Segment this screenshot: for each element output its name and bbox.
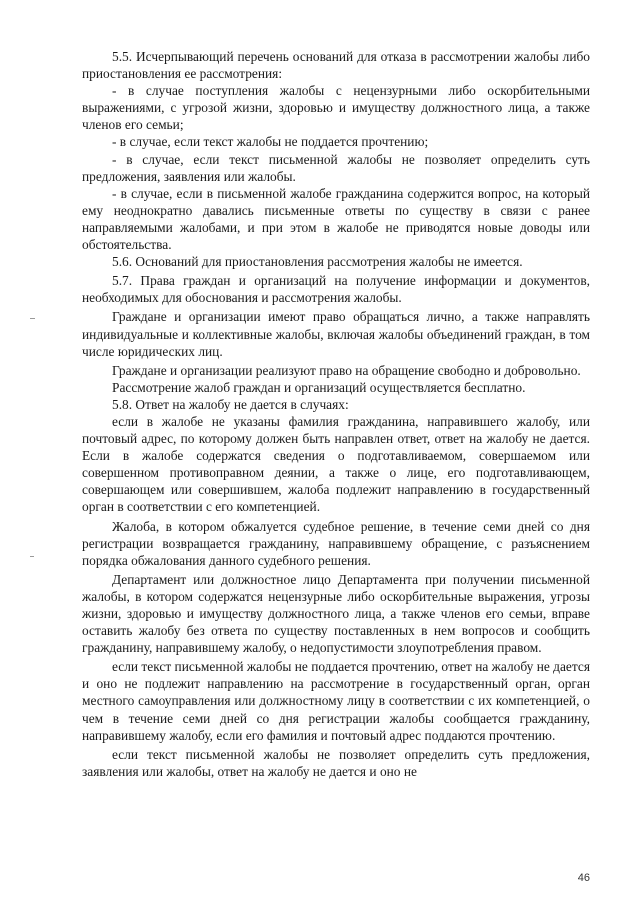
paragraph-bullet-repeated: - в случае, если в письменной жалобе гражданина содержится вопрос, на который ему неоднократно давались письменные ответы по существу в связи с ранее направляемыми жалобами, и при этом в жалобе не приводятся новые доводы или обстоятельства. bbox=[82, 185, 590, 253]
paragraph-no-name: если в жалобе не указаны фамилия гражданина, направившего жалобу, или почтовый адрес, по которому должен быть направлен ответ, ответ на жалобу не дается. Если в жалобе содержатся сведения о подготавливаемом, совершаемом или совершенном противоправном деянии, а также о лице, его подготавливающем, совершающем или совершившем, жалоба подлежит направлению в государственный орган в соответствии с его компетенцией. bbox=[82, 413, 590, 515]
document-body bbox=[82, 48, 590, 780]
paragraph-5-8: 5.8. Ответ на жалобу не дается в случаях: bbox=[112, 396, 349, 412]
paragraph-5-5: 5.5. Исчерпывающий перечень оснований для отказа в рассмотрении жалобы либо приостановления ее рассмотрения: bbox=[82, 49, 590, 82]
paragraph-free: Рассмотрение жалоб граждан и организаций осуществляется бесплатно. bbox=[112, 379, 526, 395]
paragraph-unreadable-text: если текст письменной жалобы не поддается прочтению, ответ на жалобу не дается и оно не подлежит направлению на рассмотрение в государственный орган, орган местного самоуправления или должностному лицу в соответствии с их компетенцией, о чем в течение семи дней со дня регистрации жалобы сообщается гражданину, направившему жалобу, если его фамилия и почтовый адрес поддаются прочтению. bbox=[82, 659, 590, 743]
paragraph-5-6: 5.6. Оснований для приостановления рассмотрения жалобы не имеется. bbox=[112, 254, 523, 270]
paragraph-bullet-unclear: - в случае, если текст письменной жалобы не позволяет определить суть предложения, заявления или жалобы. bbox=[82, 151, 590, 184]
paragraph-bullet-unreadable: - в случае, если текст жалобы не поддается прочтению; bbox=[112, 134, 429, 150]
paragraph-voluntary: Граждане и организации реализуют право на обращение свободно и добровольно. bbox=[112, 362, 581, 378]
paragraph-unclear-text: если текст письменной жалобы не позволяет определить суть предложения, заявления или жалобы, ответ на жалобу не дается и оно не bbox=[82, 746, 590, 779]
paragraph-5-7: 5.7. Права граждан и организаций на получение информации и документов, необходимых для обоснования и рассмотрения жалобы. bbox=[82, 273, 590, 306]
paragraph-court-decision: Жалоба, в котором обжалуется судебное решение, в течение семи дней со дня регистрации возвращается гражданину, направившему обращение, с разъяснением порядка обжалования данного судебного решения. bbox=[82, 518, 590, 568]
paragraph-bullet-obscene: - в случае поступления жалобы с нецензурными либо оскорбительными выражениями, с угрозой жизни, здоровью и имуществу должностного лица, а также членов его семьи; bbox=[82, 83, 590, 133]
scan-speck bbox=[30, 318, 35, 319]
scan-speck bbox=[30, 556, 34, 557]
paragraph-department: Департамент или должностное лицо Департамента при получении письменной жалобы, в котором содержатся нецензурные либо оскорбительные выражения, угрозы жизни, здоровью и имуществу должностного лица, а также членов его семьи, вправе оставить жалобу без ответа по существу поставленных в нем вопросов и сообщить гражданину, направившему жалобу, о недопустимости злоупотребления правом. bbox=[82, 571, 590, 656]
page-number: 46 bbox=[577, 872, 590, 884]
paragraph-rights: Граждане и организации имеют право обращаться лично, а также направлять индивидуальные и коллективные жалобы, включая жалобы объединений граждан, в том числе юридических лиц. bbox=[82, 309, 590, 359]
